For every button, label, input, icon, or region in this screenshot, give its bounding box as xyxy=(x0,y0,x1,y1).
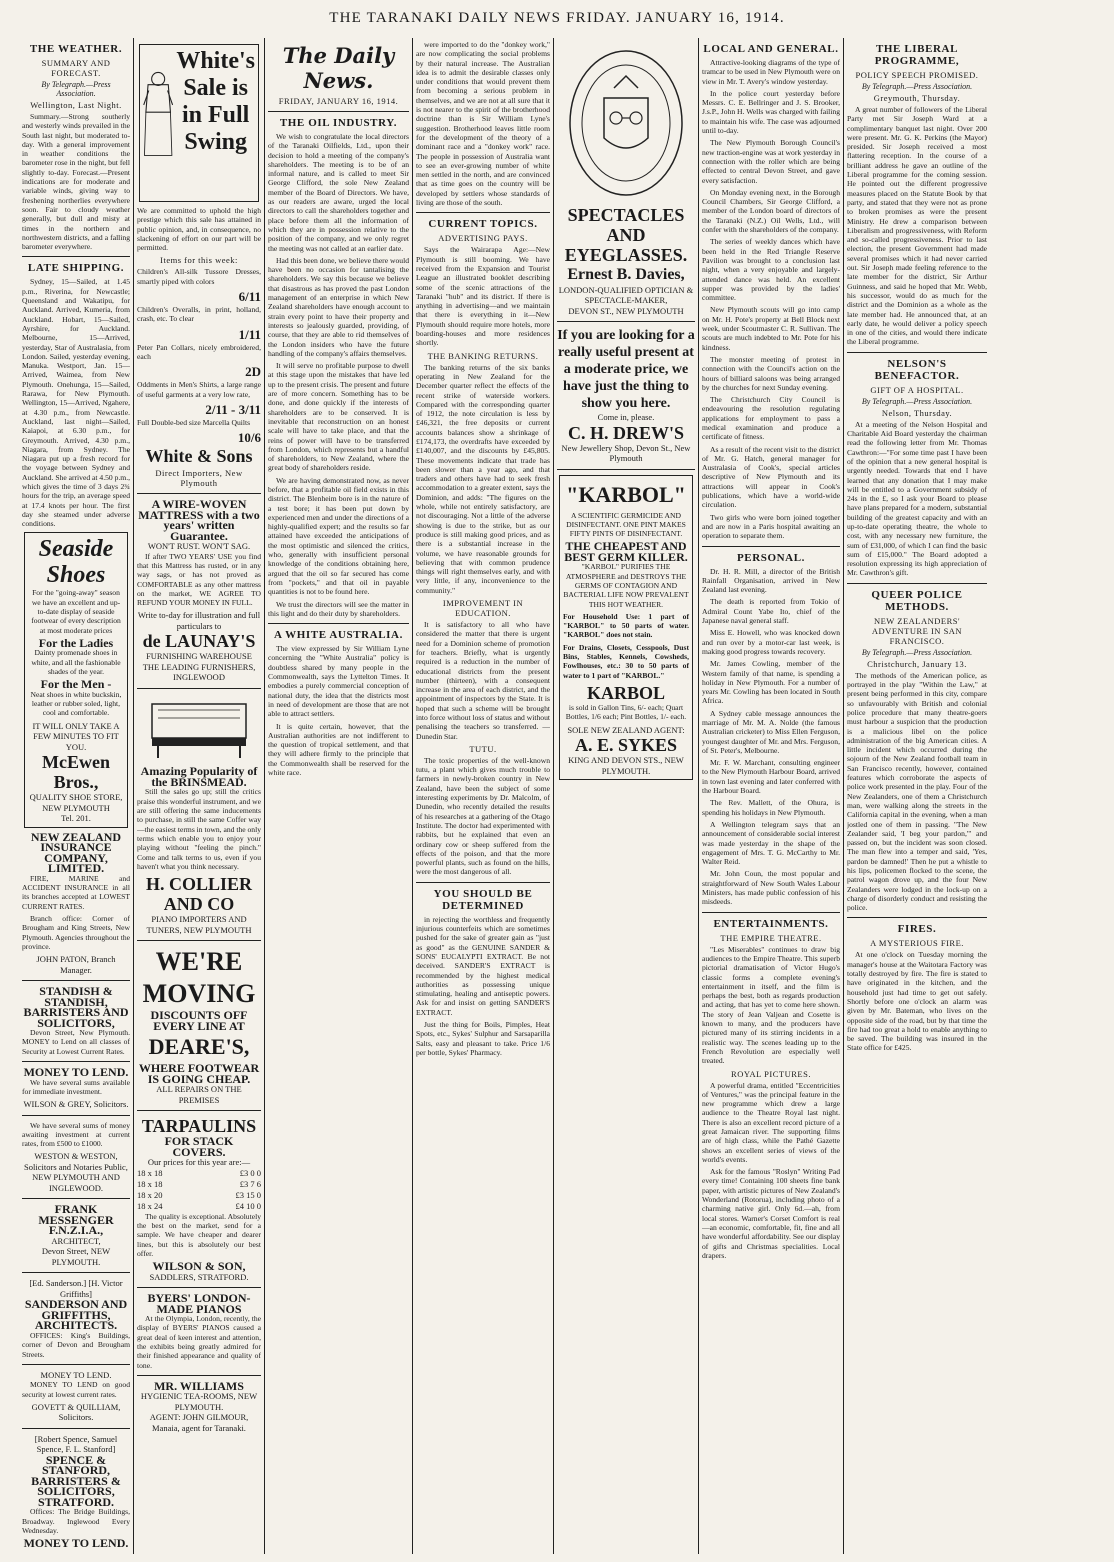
whites-item-2 xyxy=(137,305,261,343)
whites-item-price: 2/11 - 3/11 xyxy=(205,401,261,417)
whites-headline: White's Sale is in Full Swing xyxy=(176,48,255,155)
spectacles-ad xyxy=(557,44,695,316)
messenger-role: ARCHITECT, xyxy=(51,1235,101,1246)
tarpaulin-size: 18 x 24 xyxy=(137,1200,163,1211)
personal-paragraph: Mr. James Cowling, member of the Western family of that name, is spending a holiday in New Plymouth. For a number of years Mr. Cowling has been located in South Africa. xyxy=(702,659,840,706)
column-4 xyxy=(416,40,550,1550)
sanders-body: in rejecting the worthless and frequently injurious counterfeits which are sometimes pushed for the sake of greater gain as "just as good" as the GENUINE SANDER & SONS' EUCALYPTI EXTRACT. Be not deceived. SANDER'S EXTRACT is recommended by the highest medical authorities as possessing unique stimulating, healing and antiseptic powers. Ask for and insist on getting SANDER'S EXTRACT. xyxy=(416,914,550,1017)
local-heading: LOCAL AND GENERAL. xyxy=(703,43,839,55)
tarpaulins-ad xyxy=(137,1116,261,1282)
whites-item-price: 1/11 xyxy=(238,326,261,342)
sanderson-ad xyxy=(22,1278,130,1358)
mattress-ad xyxy=(137,499,261,683)
brinsmead-body: Still the sales go up; still the critics praise this wonderful instrument, and we are still offering the same inducements to purchase, in still the same Coffer way—the easiest terms in town, and the only terms which enable you to enjoy your playing without "feeling the pinch." Come and talk terms to us, even if you haven't what you think necessary. xyxy=(137,787,261,871)
tarpaulin-price: £4 10 0 xyxy=(235,1200,261,1211)
williams-sub: HYGIENIC TEA-ROOMS, NEW PLYMOUTH. xyxy=(140,1391,258,1412)
govett-ad xyxy=(22,1370,130,1423)
liberal-byline: By Telegraph.—Press Association. xyxy=(861,82,973,91)
standish-body: Devon Street, New Plymouth. MONEY to Lend on all classes of Security at Lowest Current Rates. xyxy=(22,1028,130,1056)
govett-title: MONEY TO LEND. xyxy=(40,1369,112,1380)
deare-headline: WE'RE MOVING xyxy=(142,947,256,1009)
entertainments-heading: ENTERTAINMENTS. xyxy=(713,917,829,930)
karbol-agent-head: SOLE NEW ZEALAND AGENT: xyxy=(567,724,685,735)
byers-body: At the Olympia, London, recently, the display of BYERS' PIANOS caused a great deal of keen interest and attention, the exhibits being greatly admired for their finished appearance and quality of tone. xyxy=(137,1314,261,1370)
tarpaulin-price: £3 7 6 xyxy=(239,1178,261,1189)
whites-item-label: Full Double-bed size Marcella Quilts xyxy=(137,417,251,427)
williams-agent: AGENT: JOHN GILMOUR, Manaia, agent for Taranaki. xyxy=(149,1412,249,1433)
local-paragraph: New Plymouth scouts will go into camp on Mr. H. Pote's property at Bell Block next week, under Scoutmaster C. R. Sullivan. The scouts are much indebted to Mr. Pote for his kindness. xyxy=(702,305,840,352)
collier-company: H. COLLIER AND CO xyxy=(145,874,253,915)
topics-heading: CURRENT TOPICS. xyxy=(428,218,538,231)
australia-heading: A WHITE AUSTRALIA. xyxy=(274,629,403,642)
brinsmead-headline: Amazing Popularity of the BRINSMEAD. xyxy=(140,764,258,789)
local-paragraph: The monster meeting of protest in connection with the Council's action on the hours of billiard saloons was being arranged by the churches for next Sunday evening. xyxy=(702,354,840,392)
liberal-dateline: Greymouth, Thursday. xyxy=(873,93,961,103)
byers-headline: BYERS' LONDON-MADE PIANOS xyxy=(147,1291,251,1316)
whites-item-3 xyxy=(137,343,261,381)
tarpaulin-price-row xyxy=(137,1201,261,1212)
spence-title: SPENCE & STANFORD, BARRISTERS & SOLICITORS, STRATFORD. xyxy=(31,1452,121,1509)
whites-item-price: 6/11 xyxy=(238,289,261,305)
williams-ad xyxy=(137,1378,261,1434)
local-paragraph: In the police court yesterday before Messrs. C. E. Bellringer and J. S. Brooker, J.s.P., John H. Wells was charged with failing to maintain his wife. The case was adjourned until to-day. xyxy=(702,88,840,136)
insurance-ad xyxy=(22,829,130,975)
australia-paragraph: The view expressed by Sir William Lyne concerning the "White Australia" policy is doubtless shared by many people in the Commonwealth, says the Lyttelton Times. It embodies a purely commercial conception of national duty, the idea that the districts most in need of development are those that are not able to attract settlers. xyxy=(268,644,409,719)
seaside-shoes-ad xyxy=(24,532,128,827)
personal-paragraph: Mr. John Coun, the most popular and straightforward of New South Wales Labour Ministers, has made public confession of his misdeeds. xyxy=(702,869,840,907)
mattress-body: If after TWO YEARS' USE you find that this Mattress has rusted, or in any way sags, or has not proved as COMFORTABLE as any other mattress on the market, WE AGREE TO REFUND YOUR MONEY IN FULL. xyxy=(137,551,261,608)
whites-item-label: Oddments in Men's Shirts, a large range of useful garments at a very low rate, xyxy=(137,380,261,399)
australia-continued: were imported to do the "donkey work," are now complicating the social problems by their natural increase. The Australian idea is to admit the desirable classes only under conditions that would prevent them from becoming a serious problem in themselves, and we are not at all sure that it is not nearer to the spirit of the brotherhood doctrine than is Sir William Lyne's suggestion. Brotherhood leaves little room for the development of the theory of a dominant race and a "donkey work" race. The people in possession of Australia want to see an ever-growing number of white men settled in the north, and are convinced that as time goes on the country will be developed by settlers whose standards of living are those of the south. xyxy=(416,40,550,208)
deare-discounts: DISCOUNTS OFF EVERY LINE AT xyxy=(150,1008,248,1033)
men-heading: For the Men - xyxy=(40,677,112,692)
tarpaulin-price-row xyxy=(137,1190,261,1201)
local-paragraph: On Monday evening next, in the Borough Council Chambers, Sir George Clifford, a member of the London board of directors of the Taranaki (N.Z.) Oil Wells, Ltd., will confer with the shareholders of the company. xyxy=(702,187,840,235)
sanderson-offices: OFFICES: King's Buildings, corner of Devon and Brougham Streets. xyxy=(22,1330,130,1359)
whites-item-price: 2D xyxy=(245,364,261,380)
insurance-office: Branch office: Corner of Brougham and King Streets, New Plymouth. Agencies throughout the province. xyxy=(22,913,130,951)
whites-ad xyxy=(139,44,259,202)
paper-dateline: FRIDAY, JANUARY 16, 1914. xyxy=(278,96,399,106)
mattress-headline: A WIRE-WOVEN MATTRESS with a two years' written Guarantee. xyxy=(138,497,260,543)
tarpaulins-headline: TARPAULINS xyxy=(141,1116,257,1137)
roslyn-notice: Ask for the famous "Roslyn" Writing Pad every time! Containing 100 sheets fine bank paper, with artistic pictures of New Zealand's Wonderland (Rotorua), including photo of a charming native girl. Only 6d.—ah, from local stores. Warner's Corset Comfort is real—an economic, comfortable, fit, fine and all have wonderful affordability. See our display of gifts and Christmas specialities. Local drapers. xyxy=(702,1167,840,1260)
weather-byline: By Telegraph.—Press Association. xyxy=(41,80,111,98)
money1-body: We have several sums available for immediate investment. xyxy=(22,1077,130,1096)
deare-footer: ALL REPAIRS ON THE PREMISES xyxy=(156,1084,242,1105)
seaside-cta: IT WILL ONLY TAKE A FEW MINUTES TO FIT YOU. xyxy=(32,720,120,752)
weather-body: Summary.—Strong southerly and westerly winds prevailed in the South last night, but moderated to-day. With a general improvement in weather conditions the barometer rose in the night, but fell slightly to-day. Forecast.—Present indications are for moderate and variable winds, giving way to freshening northerlies everywhere soon. Fair to cloudy weather generally, but dull and misty at times in the northern and northwestern districts, and a falling barometer everywhere. xyxy=(22,112,130,252)
insurance-title: NEW ZEALAND INSURANCE COMPANY, LIMITED. xyxy=(30,829,122,876)
tarpaulin-size: 18 x 18 xyxy=(137,1167,163,1178)
sanderson-names: [Ed. Sanderson.] [H. Victor Griffiths] xyxy=(29,1278,123,1299)
men-body: Neat shoes in white buckskin, leather or rubber soled, light, cool and comfortable. xyxy=(30,689,122,718)
oil-paragraph: We are having demonstrated now, as never before, that a profitable oil field exists in this district. The Blenheim bore is in the nature of a test bore; it has been put down by experienced men and under the directions of a highly-qualified expert; and the results so far attained have exceeded the anticipations of the most optimistic and silenced the critics, who, generally with insufficient personal knowledge of the conditions obtaining here, argued that the oil so far secured has come from "pockets," and that oil in payable quantities is not to be found here. xyxy=(268,475,409,597)
fires-heading: FIRES. xyxy=(897,923,937,936)
drew-body: If you are looking for a really useful present at a moderate price, we have just the thing to show you here. xyxy=(557,328,695,411)
oil-paragraph: It will serve no profitable purpose to dwell at this stage upon the mistakes that have led up to the present crisis. The present and future are of more concern. Something has to be done, and done quickly if the interests of shareholders are to be conserved. It is inevitable that reconstruction on an honest scale will have to take place, and that the reins of power will have to be transferred from London, which represents but a handful of shareholders, to New Zealand, where the great body of shareholders reside. xyxy=(268,361,409,473)
karbol-agent: A. E. SYKES xyxy=(574,735,678,756)
liberal-heading: THE LIBERAL PROGRAMME, xyxy=(874,43,960,67)
column-rule xyxy=(133,38,134,1554)
column-2 xyxy=(137,40,261,1550)
money2-firm: WESTON & WESTON, Solicitors and Notaries Public, NEW PLYMOUTH AND INGLEWOOD. xyxy=(24,1151,128,1193)
oil-heading: THE OIL INDUSTRY. xyxy=(279,117,398,129)
whites-body: We are committed to uphold the high prestige which this sale has attained in public opinion, and, in consequence, no slackening of effort on our part will be permitted. xyxy=(137,206,261,253)
whites-footer-sub: Direct Importers, New Plymouth xyxy=(155,468,243,489)
personal-paragraph: The Rev. Mallett, of the Ohura, is spending his holidays in New Plymouth. xyxy=(702,798,840,817)
weather-subheading: SUMMARY AND FORECAST. xyxy=(41,58,111,78)
education-heading: IMPROVEMENT IN EDUCATION. xyxy=(442,598,524,619)
nelson-sub: GIFT OF A HOSPITAL. xyxy=(870,384,964,395)
masthead: THE TARANAKI DAILY NEWS FRIDAY. JANUARY 16, 1914. xyxy=(329,10,785,26)
wilson-company: WILSON & SON, xyxy=(152,1259,246,1274)
messenger-title: FRANK MESSENGER F.N.Z.I.A., xyxy=(38,1202,114,1238)
karbol-ad xyxy=(559,475,693,781)
royal-body: A powerful drama, entitled "Eccentricities of Ventures," was the principal feature in the new programme which drew a large audience to the Theatre Royal last night. There is also an excellent record picture of a great Jamaican river. The supporting films are of high class, while the Pathé Gazette shows an excellent series of views of the world's events. xyxy=(702,1080,840,1164)
seaside-phone: Tel. 201. xyxy=(61,813,91,824)
byers-ad xyxy=(137,1293,261,1370)
whites-item-label: Peter Pan Collars, nicely embroidered, each xyxy=(137,342,261,361)
williams-company: MR. WILLIAMS xyxy=(154,1378,244,1393)
karbol-sold: is sold in Gallon Tins, 6/- each; Quart Bottles, 1/6 each; Pint Bottles, 1/- each. xyxy=(565,702,687,722)
spence-names: [Robert Spence, Samuel Spence, F. L. Stanford] xyxy=(34,1433,118,1455)
karbol-agent-sub: KING AND DEVON STS., NEW PLYMOUTH. xyxy=(568,755,684,776)
karbol-sub: A SCIENTIFIC GERMICIDE AND DISINFECTANT. ONE PINT MAKES FIFTY PINTS OF DISINFECTANT. xyxy=(566,510,686,539)
deare-ad xyxy=(137,946,261,1105)
local-paragraph: The New Plymouth Borough Council's new traction-engine was at work yesterday in connection with the roller which are being effected to central Devon Street, and gave every satisfaction. xyxy=(702,138,840,185)
messenger-ad xyxy=(22,1204,130,1267)
money2-body: We have several sums of money awaiting investment at current rates, from £500 to £1000. xyxy=(22,1120,130,1149)
ladies-heading: For the Ladies xyxy=(38,635,114,650)
seaside-title: Seaside Shoes xyxy=(38,536,114,589)
australia-paragraph: It is quite certain, however, that the Australian authorities are not indifferent to the question of tropical settlement, and that they will adhere firmly to the principle that the Commonwealth shall be reserved for the white race. xyxy=(268,721,409,777)
sanders-heading: YOU SHOULD BE DETERMINED xyxy=(433,887,533,912)
tarpaulin-price-row xyxy=(137,1168,261,1179)
nelson-byline: By Telegraph.—Press Association. xyxy=(861,396,973,406)
insurance-body: FIRE, MARINE and ACCIDENT INSURANCE in all its branches accepted at LOWEST CURRENT RATES. xyxy=(22,873,130,911)
drew-cta: Come in, please. xyxy=(597,412,655,422)
queer-heading: QUEER POLICE METHODS. xyxy=(871,588,963,613)
davies-address: DEVON ST., NEW PLYMOUTH xyxy=(568,305,684,316)
piano-icon xyxy=(144,698,254,760)
weather-heading: THE WEATHER. xyxy=(29,43,123,55)
whites-item-price: 10/6 xyxy=(237,430,261,446)
insurance-manager: JOHN PATON, Branch Manager. xyxy=(36,954,116,975)
tarpaulin-price: £3 0 0 xyxy=(239,1167,261,1178)
shipping-heading: LATE SHIPPING. xyxy=(27,262,125,275)
local-paragraph: The Christchurch City Council is endeavouring the resolution regulating applications for employment to pass a medical examination and produce a certificate of fitness. xyxy=(702,395,840,442)
davies-sub: LONDON-QUALIFIED OPTICIAN & SPECTACLE-MAKER, xyxy=(558,284,694,305)
whites-item-label: Children's Overalls, in print, holland, crash, etc. To clear xyxy=(137,305,261,324)
education-body: It is satisfactory to all who have considered the matter that there is urgent need for a Dominion scheme of promotion for teachers. Briefly, what is urgently required is a reduction in the number of educational districts from the present number (thirteen), with a consequent increase in the area of each district, and the appointment of inspectors by the State. It is hoped that such a scheme will be brought into force without loss of status and without penalising the teachers so transferred. — Dunedin Star. xyxy=(416,620,550,741)
seaside-company: McEwen Bros., xyxy=(42,752,110,793)
royal-heading: ROYAL PICTURES. xyxy=(731,1068,811,1079)
oil-paragraph: Had this been done, we believe there would have been no occasion for tantalising the shareholders. We say this because we believe that disastrous as has proved the past London management of an enterprise in which New Zealand shareholders have enough account to strain every point to have their property and interests so jealously guarded, providing, of course, that they are able to rid themselves of the London insiders who have the future handling of the company's affairs themselves. xyxy=(268,255,409,358)
whites-footer: White & Sons xyxy=(145,446,253,467)
oil-paragraph: We trust the directors will see the matter in this light and do their duty by shareholders. xyxy=(268,599,409,618)
drew-company: C. H. DREW'S xyxy=(567,422,684,443)
personal-paragraph: A Wellington telegram says that an announcement of considerable social interest was made yesterday in the shape of the engagement of Mrs. T. G. McCarthy to Mr. Walter Reid. xyxy=(702,819,840,867)
personal-paragraph: The death is reported from Tokio of Admiral Count Yabe Ito, chief of the Japanese naval general staff. xyxy=(702,597,840,626)
queer-byline: By Telegraph.—Press Association. xyxy=(861,647,973,657)
seaside-address: QUALITY SHOE STORE, NEW PLYMOUTH xyxy=(29,792,123,813)
column-rule xyxy=(412,38,413,1554)
tarpaulins-sub: FOR STACK COVERS. xyxy=(164,1134,234,1159)
column-rule xyxy=(553,38,554,1554)
liberal-body: A great number of followers of the Liberal Party met Sir Joseph Ward at a complimentary banquet last night. Over 200 were present. Mr. G. K. Perkins (the Mayor) presided. Sir Joseph received a most flattering reception. In the course of a brilliant address he gave an outline of the Liberal programme for the coming session. He pointed out the different progressive measures placed on the Statute Book by that party, and stated that they were not as prone to broken promises as were the present Ministry. He drew a comparison between Liberalism and progressiveness, with Reform and so-called progressiveness. Prior to last election, the present Government had made several promises which it had never carried out. Sir Joseph made feeling reference to the late member for the district, Sir Arthur Guinness, and said he hoped that Mr. Webb, his successor, would do as much for the district and the Dominion as a whole as the late member had. He announced that, at an early date, he would deliver a policy speech in one of the cities, and would there indicate the Liberal programme. xyxy=(847,105,987,347)
karbol-headline: "KARBOL" xyxy=(566,481,686,507)
local-paragraph: Two girls who were born joined together and are now in a Paris hospital awaiting an operation to separate them. xyxy=(702,512,840,541)
money1-title: MONEY TO LEND. xyxy=(23,1065,129,1079)
column-6 xyxy=(702,40,840,1550)
fires-body: At one o'clock on Tuesday morning the manager's house at the Waitotara Factory was totally destroyed by fire. The fire is stated to have originated in the kitchen, and the household just had time to get out safely. Shortly before one o'clock an alarm was given by Mr. Bateman, who lives on the opposite side of the road, but by that time the fire had too great a hold to enable anything to be saved. The building was insured in the State office for £425. xyxy=(847,950,987,1053)
whites-item-1 xyxy=(137,267,261,305)
karbol-household: For Household Use: 1 part of "KARBOL" to 50 parts of water. "KARBOL" does not stain. xyxy=(563,611,689,640)
sanderson-title: SANDERSON AND GRIFFITHS, ARCHITECTS. xyxy=(24,1297,128,1333)
queer-body: The methods of the American police, as portrayed in the play "Within the Law," at present being performed in this city, compare so unfavourably with British and colonial police procedure that many theatre-goers must harbour a suspicion that the production is a malicious libel on the police administration of the big American cities. A little incident which occurred during the sojourn of the New Zealand football team in San Francisco recently, however, contained features which corroborate the aspects of police work presented in the play. Four of the New Zealanders, one of them a Christchurch man, were walking along the streets in the California capital in the evening, when a man jostled one of them in passing. "The New Zealander said, 'I beg your pardon,'" and passed on, but the incident was soon closed. The man flew into a temper and said, 'Yes, pardon be damned!' Then he put a whistle to his lips, policemen flocked to the scene, the patrol wagon drove up, and the four New Zealanders were lodged in the lock-up on a charge of disorderly conduct and resisting the police. xyxy=(847,670,987,913)
seaside-body: For the "going-away" season we have an excellent and up-to-date display of seaside footwear of every description at most moderate prices xyxy=(31,588,121,635)
personal-heading: PERSONAL. xyxy=(736,551,806,564)
personal-paragraph: Mr. F. W. Marchant, consulting engineer to the New Plymouth Harbour Board, arrived in town last evening and later conferred with the Harbour Board. xyxy=(702,758,840,796)
standish-title: STANDISH & STANDISH, BARRISTERS AND SOLICITORS, xyxy=(23,984,129,1030)
empire-heading: THE EMPIRE THEATRE. xyxy=(720,932,822,943)
column-rule xyxy=(698,38,699,1554)
tarpaulins-intro: Our prices for this year are:— xyxy=(147,1157,251,1168)
mattress-cta: Write to-day for illustration and full particulars to xyxy=(137,610,261,631)
tutu-heading: TUTU. xyxy=(469,743,497,754)
mattress-company: de LAUNAY'S xyxy=(142,631,256,652)
personal-paragraph: A Sydney cable message announces the marriage of Mr. M. A. Nolde (the famous Australian cricketer) to Miss Ellen Ferguson, youngest daughter of Mr. and Mrs. Ferguson, of St. Peter's, Melbourne. xyxy=(702,708,840,755)
tarpaulin-size: 18 x 18 xyxy=(137,1178,163,1189)
spence-offices: Offices: The Bridge Buildings, Broadway. Inglewood Every Wednesday. xyxy=(22,1507,130,1536)
sykes-salts: Just the thing for Boils, Pimples, Heat Spots, etc., Sykes' Sulphur and Sarsaparilla Salts, easy and pleasant to take. Price 1/6 per bottle, Sykes' Pharmacy. xyxy=(416,1020,550,1057)
collier-sub: PIANO IMPORTERS AND TUNERS, NEW PLYMOUTH xyxy=(146,914,252,935)
messenger-address: Devon Street, NEW PLYMOUTH. xyxy=(41,1246,111,1267)
oil-paragraph: We wish to congratulate the local directors of the Taranaki Oilfields, Ltd., upon their decision to hold a meeting of the company's shareholders. The meeting is to be of an informal nature, and is called to meet Sir George Clifford, the sole New Zealand member of the Board of Directors. We have, as our readers are aware, urged the local directors to call the shareholders together and place before them all the information of which they are in possession relative to the position of the company, and we only regret the meeting was not called at an earlier date. xyxy=(268,132,409,253)
empire-body: "Les Miserables" continues to draw big audiences to the Empire Theatre. This superb pictorial dramatisation of Victor Hugo's classic forms a complete evening's entertainment in itself, and the film is perhaps the best, both as regards production and acting, that has yet to come here shown. The story of Jean Valjean and Cosette is known to many, and the producers have pictured many of its stirring incidents in a realistic way. The scenes leading up to the French Revolution are especially well treated. xyxy=(702,944,840,1066)
weather-dateline: Wellington, Last Night. xyxy=(30,100,122,110)
column-5 xyxy=(557,40,695,1550)
govett-firm: GOVETT & QUILLIAM, Solicitors. xyxy=(31,1401,121,1423)
queer-dateline: Christchurch, January 13. xyxy=(867,658,967,669)
mattress-sub: FURNISHING WAREHOUSE THE LEADING FURNISHERS, INGLEWOOD xyxy=(142,651,256,683)
local-paragraph: The series of weekly dances which have been held in the Red Triangle Reserve Pavilion was brought to a conclusion last night, when a very enjoyable and largely-attended dance was held. An excellent supper was provided by the ladies' committee. xyxy=(702,237,840,303)
nelson-heading: NELSON'S BENEFACTOR. xyxy=(874,357,960,382)
tarpaulin-price: £3 15 0 xyxy=(235,1189,261,1200)
whites-item-4 xyxy=(137,380,261,418)
money-lend-ad-2 xyxy=(22,1121,130,1194)
spence-ad xyxy=(22,1434,130,1549)
spectacles-headline: SPECTACLES AND EYEGLASSES. xyxy=(564,204,688,265)
whites-item-5 xyxy=(137,418,261,446)
tutu-body: The toxic properties of the well-known tutu, a plant which gives much trouble to farmers in newly-broken country in New Zealand, have been the subject of some interesting experiments by Dr. Malcolm, of Dunedin, who recently detailed the results of his researches at a gathering of the Otago Institute. The doctor had experimented with rabbits, but he explained that even an ordinary cow or sheep suffered from the effects of the poison, and that the more powerful plants, such as found on the hills, were the most dangerous of all. xyxy=(416,755,550,877)
tarpaulin-price-row xyxy=(137,1179,261,1190)
shipping-body: Sydney, 15—Sailed, at 1.45 p.m., Riverina, for Newcastle; Queensland and Wakatipu, for Auckland. Arrived, Kumeria, from Auckland. Hobart, 15—Sailed, Ayrshire, for Auckland. Melbourne, 15—Arrived, yesterday, Star of Australasia, from London. Sailed, yesterday evening, Manuka. Westport, Jan. 15—Arrived, Waimea, from New Plymouth. Onehunga, 15—Sailed, Rarawa, for New Plymouth. Wellington, 15—Arrived, Ngahere, at 4.30 p.m., from Newcastle. Auckland, last night—Sailed, Kaiapoi, at 6.30 p.m., for Greymouth. Arrived, 4.30 p.m., Niagara, from Sydney. The Niagara put up a fresh record for the voyage between Sydney and Auckland. She arrived at 4.50 p.m., which gives the time of 3 days 2¾ hours for the trip, an average speed at 17.4 knots per hour. The first day she steamed under adverse conditions. xyxy=(22,277,130,529)
column-rule xyxy=(264,38,265,1554)
paper-nameplate: The Daily News. xyxy=(282,43,395,93)
column-3 xyxy=(268,40,409,1550)
karbol-cheapest: THE CHEAPEST AND BEST GERM KILLER. xyxy=(564,539,688,564)
column-rule xyxy=(843,38,844,1554)
whites-items-heading: Items for this week: xyxy=(160,255,238,266)
davies-company: Ernest B. Davies, xyxy=(567,265,685,283)
personal-paragraph: Dr. H. R. Mill, a director of the British Rainfall Organisation, arrived in New Zealand last evening. xyxy=(702,566,840,595)
deare-company: DEARE'S, xyxy=(148,1034,250,1060)
queer-sub: NEW ZEALANDERS' ADVENTURE IN SAN FRANCISCO. xyxy=(871,615,963,646)
brinsmead-ad xyxy=(137,694,261,935)
money-lend-ad-1 xyxy=(22,1067,130,1110)
govett-body: MONEY TO LEND on good security at lowest current rates. xyxy=(22,1380,130,1399)
money1-firm: WILSON & GREY, Solicitors. xyxy=(23,1099,129,1110)
mattress-tagline: WON'T RUST. WON'T SAG. xyxy=(147,541,251,552)
karbol-body: "KARBOL" PURIFIES THE ATMOSPHERE and DESTROYS THE GERMS OF CONTAGION AND BACTERIAL LIFE NOW PREVALENT THIS HOT WEATHER. xyxy=(563,562,689,609)
tarpaulins-body: The quality is exceptional. Absolutely the best on the market, send for a sample. We have cheaper and dearer lines, but this is absolutely our best offer. xyxy=(137,1211,261,1258)
personal-paragraph: Miss E. Howell, who was knocked down and run over by a motor-car last week, is making good progress towards recovery. xyxy=(702,628,840,656)
ladies-body: Dainty promenade shoes in white, and all the fashionable shades of the year. xyxy=(31,648,121,677)
column-7 xyxy=(847,40,987,1550)
spectacle-makers-crest-icon xyxy=(566,48,686,198)
deare-tagline: WHERE FOOTWEAR IS GOING CHEAP. xyxy=(138,1061,260,1086)
drew-sub: New Jewellery Shop, Devon St., New Plymouth xyxy=(561,442,691,463)
karbol-name: KARBOL xyxy=(586,682,665,703)
liberal-sub: POLICY SPEECH PROMISED. xyxy=(855,70,979,80)
spence-money: MONEY TO LEND. xyxy=(23,1536,129,1550)
tarpaulin-size: 18 x 20 xyxy=(137,1189,163,1200)
fires-sub: A MYSTERIOUS FIRE. xyxy=(870,938,964,949)
whites-item-label: Children's All-silk Tussore Dresses, smartly piped with colors xyxy=(137,267,261,286)
local-paragraph: Attractive-looking diagrams of the type of tramcar to be used in New Plymouth were on view in Mr. T. Avery's window yesterday. xyxy=(702,58,840,86)
advertising-body: Says the Wairarapa Age:—New Plymouth is still booming. We have received from the Expansion and Tourist League an illustrated booklet describing some of the scenic attractions of the Taranaki "hub" and its district. If there is anything in advertising—and we maintain that there is everything in it—New Plymouth should require more hotels, more boarding-houses and more residences shortly. xyxy=(416,245,550,348)
nelson-body: At a meeting of the Nelson Hospital and Charitable Aid Board yesterday the chairman read the following letter from Mr. Thomas Cawthron:—"For some time past I have been of the opinion that a new general hospital is urgently needed. Towards that end I have learned that any donation that I may make will be entitled to a Government subsidy of 24s in the £, so I ask your Board to please have plans prepared for a modern, substantial building of the greatest capacity and with an up-to-date operating theatre, the whole to cost, with any necessary new furniture, the sum of £31,000, of which I can find the basic sum of £15,000." The Board adopted a resolution expressing its high appreciation of Mr. Cawthron's gift. xyxy=(847,419,987,578)
figure-illustration-icon xyxy=(143,48,173,198)
banking-heading: THE BANKING RETURNS. xyxy=(427,350,539,361)
drew-ad xyxy=(557,327,695,464)
banking-body: The banking returns of the six banks operating in New Zealand for the December quarter reflect the effects of the recent strike of waterside workers. Compared with the corresponding quarter of 1912, the note circulation is less by £46,321, the free deposits or current accounts balances show a shrinkage of £174,173, the overdrafts have exceeded by £140,007, and the discounts by £45,805. These movements indicate that trade has been slower than a year ago, and that traders and others have had to seek fresh accommodation to a greater extent, says the Dominion, and adds: "The figures on the whole, while not entirely satisfactory, are not discouraging. Not a little of the adverse showing is due to the strike, but as our produce is still making good prices, and as there is a substantial increase in the volume, we have reasonable grounds for believing that with common prudence things will right themselves early, and with very little, if any, inconvenience to the community." xyxy=(416,362,550,595)
advertising-heading: ADVERTISING PAYS. xyxy=(438,233,528,244)
local-paragraph: As a result of the recent visit to the district of Mr. G. Hatch, general manager for Australasia of Cook's, special articles descriptive of New Plymouth and its attractions will appear in Cook's publications, which have a world-wide circulation. xyxy=(702,444,840,510)
standish-ad xyxy=(22,986,130,1056)
nelson-dateline: Nelson, Thursday. xyxy=(881,407,953,418)
karbol-drains: For Drains, Closets, Cesspools, Dust Bins, Stables, Kennels, Cowsheds, Fowlhouses, etc.: 30 to 50 parts of water to 1 part of "KARBOL." xyxy=(563,642,689,680)
column-1 xyxy=(22,40,130,1550)
wilson-sub: SADDLERS, STRATFORD. xyxy=(149,1271,249,1282)
